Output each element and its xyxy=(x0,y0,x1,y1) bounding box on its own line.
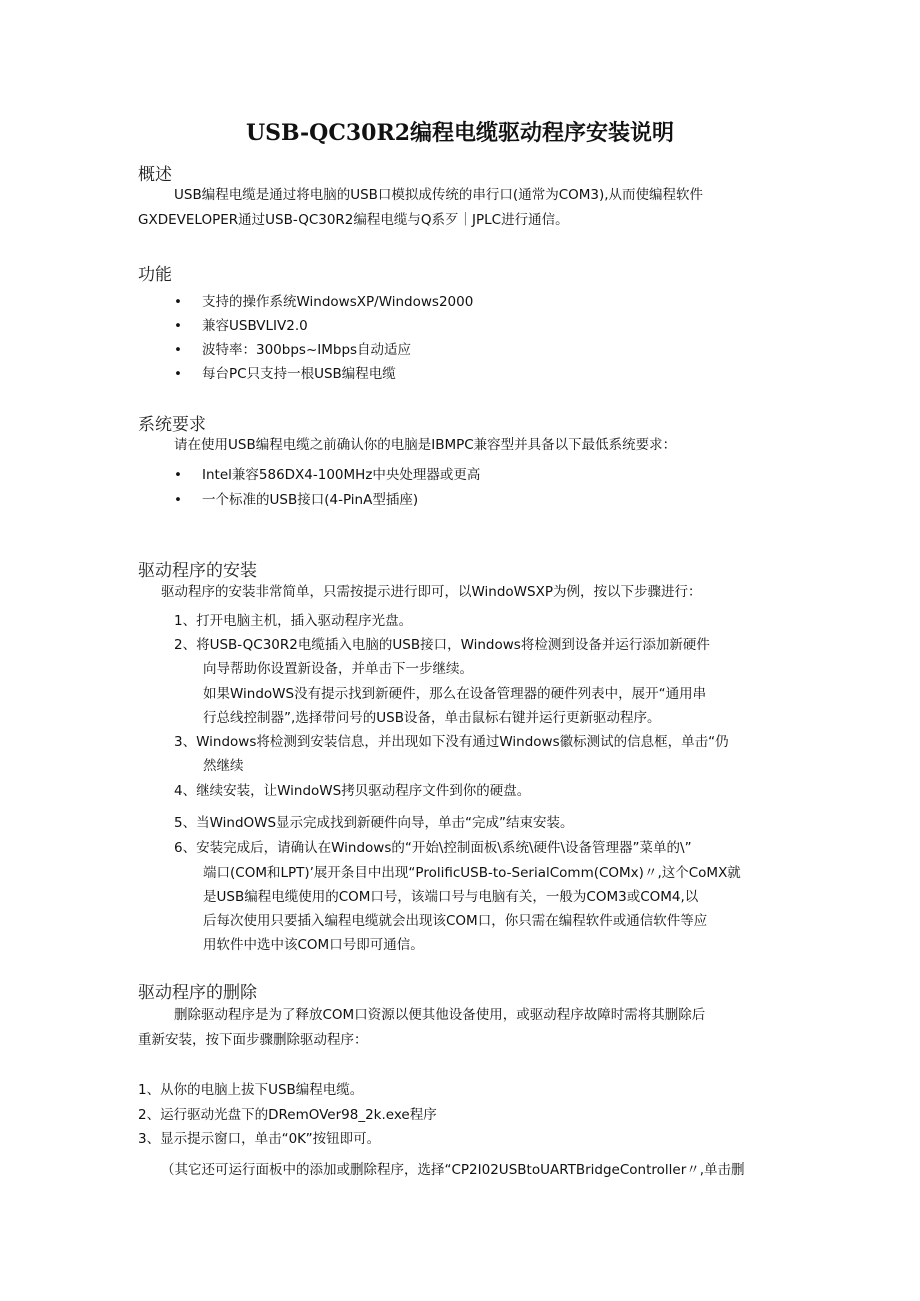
features-heading: 功能 xyxy=(138,265,172,285)
requirements-item-text: 一个标准的USB接口(4-PinA型插座) xyxy=(202,492,419,508)
bullet-icon: • xyxy=(174,318,182,334)
install-step-2-line-1: 2、将USB-QC30R2电缆插入电脑的USB接口，Windows将检测到设备并运行添加新硬件 xyxy=(174,637,710,653)
install-step-2-line-3: 如果WindoWS没有提示找到新硬件，那么在设备管理器的硬件列表中，展开“通用串 xyxy=(203,686,707,702)
removal-step-1: 1、从你的电脑上拔下USB编程电缆。 xyxy=(138,1082,364,1098)
bullet-icon: • xyxy=(174,467,182,483)
features-item xyxy=(174,314,308,334)
install-step-3-line-2: 然继续 xyxy=(203,758,244,774)
install-step-3-line-1: 3、Windows将检测到安装信息，并出现如下没有通过Windows徽标测试的信息框，单击“仍 xyxy=(174,734,729,750)
install-step-5: 5、当WindOWS显示完成找到新硬件向导，单击“完成”结束安装。 xyxy=(174,815,574,831)
requirements-intro: 请在使用USB编程电缆之前确认你的电脑是IBMPC兼容型并具备以下最低系统要求： xyxy=(174,437,677,453)
install-step-1: 1、打开电脑主机，插入驱动程序光盘。 xyxy=(174,613,413,629)
install-intro: 驱动程序的安装非常简单，只需按提示进行即可，以WindoWSXP为例，按以下步骤进行： xyxy=(161,584,702,600)
install-step-2-line-4: 行总线控制器”,选择带问号的USB设备，单击鼠标右键并运行更新驱动程序。 xyxy=(203,710,661,726)
features-item xyxy=(174,290,473,310)
install-step-4: 4、继续安装，让WindoWS拷贝驱动程序文件到你的硬盘。 xyxy=(174,783,531,799)
removal-note: （其它还可运行面板中的添加或删除程序，选择“CP2I02USBtoUARTBridgeController〃,单击删 xyxy=(161,1162,745,1178)
page-title: USB-QC30R2编程电缆驱动程序安装说明 xyxy=(245,120,675,146)
bullet-icon: • xyxy=(174,294,182,310)
install-step-6-line-2: 端口(COM和LPT)’展开条目中出现“ProlificUSB-to-SerialComm(COMx)〃,这个CoMX就 xyxy=(203,865,741,881)
requirements-item-text: Intel兼容586DX4-100MHz中央处理器或更高 xyxy=(202,467,481,483)
features-item-text: 兼容USBVLIV2.0 xyxy=(202,318,308,334)
removal-step-3: 3、显示提示窗口，单击“0K”按钮即可。 xyxy=(138,1131,381,1147)
bullet-icon: • xyxy=(174,492,182,508)
features-item xyxy=(174,362,396,382)
install-step-6-line-4: 后每次使用只要插入编程电缆就会出现该COM口，你只需在编程软件或通信软件等应 xyxy=(203,913,708,929)
overview-line-1: USB编程电缆是通过将电脑的USB口模拟成传统的串行口(通常为COM3),从而使编程软件 xyxy=(174,187,704,203)
requirements-item xyxy=(174,463,480,483)
install-heading: 驱动程序的安装 xyxy=(138,561,257,581)
requirements-item xyxy=(174,488,418,508)
bullet-icon: • xyxy=(174,342,182,358)
features-item-text: 每台PC只支持一根USB编程电缆 xyxy=(202,366,396,382)
install-step-6-line-3: 是USB编程电缆使用的COM口号，该端口号与电脑有关，一般为COM3或COM4,以 xyxy=(203,889,699,905)
bullet-icon: • xyxy=(174,366,182,382)
install-step-6-line-5: 用软件中选中该COM口号即可通信。 xyxy=(203,937,424,953)
features-item-text: 支持的操作系统WindowsXP/Windows2000 xyxy=(202,294,474,310)
removal-line-2: 重新安装，按下面步骤删除驱动程序： xyxy=(138,1032,368,1048)
removal-step-2: 2、运行驱动光盘下的DRemOVer98_2k.exe程序 xyxy=(138,1107,437,1123)
install-step-6-line-1: 6、安装完成后，请确认在Windows的“开始\控制面板\系统\硬件\设备管理器”菜单的\” xyxy=(174,840,692,856)
removal-line-1: 删除驱动程序是为了释放COM口资源以便其他设备使用，或驱动程序故障时需将其删除后 xyxy=(174,1007,706,1023)
removal-heading: 驱动程序的删除 xyxy=(138,983,257,1003)
install-step-2-line-2: 向导帮助你设置新设备，并单击下一步继续。 xyxy=(203,661,473,677)
requirements-heading: 系统要求 xyxy=(138,415,206,435)
features-item-text: 波特率：300bps~IMbps自动适应 xyxy=(202,342,412,358)
overview-line-2: GXDEVELOPER通过USB-QC30R2编程电缆与Q系歹｜JPLC进行通信。 xyxy=(138,212,569,228)
overview-heading: 概述 xyxy=(138,165,172,185)
features-item xyxy=(174,338,411,358)
